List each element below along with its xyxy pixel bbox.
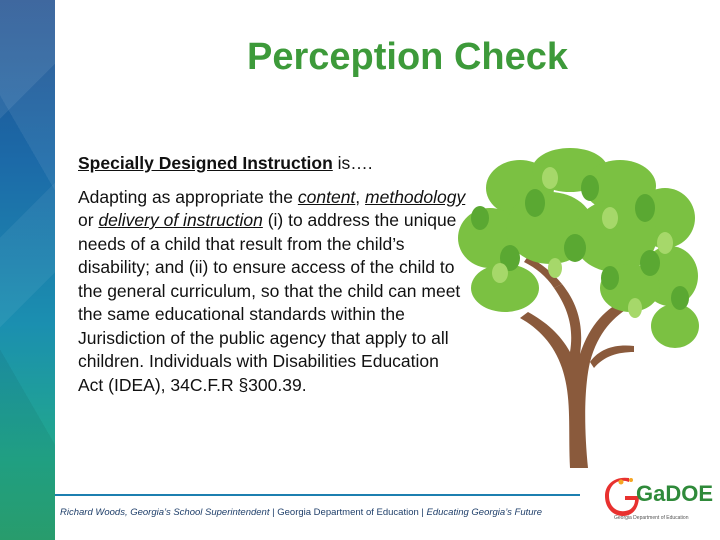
slide-title: Perception Check (247, 36, 568, 78)
logo-subtext: Georgia Department of Education (614, 515, 689, 521)
slide-body (78, 152, 468, 397)
footer-separator: | (269, 507, 278, 518)
term-methodology: methodology (365, 186, 466, 207)
para-intro: Adapting as appropriate the (78, 186, 298, 207)
footer-superintendent: Richard Woods, Georgia’s School Superintendent (60, 507, 270, 518)
heading-suffix: is…. (332, 153, 373, 173)
footer-separator: | (418, 507, 427, 518)
tree-illustration (450, 148, 705, 468)
term-content: content (297, 186, 356, 207)
decorative-sidebar (0, 0, 55, 540)
para-sep: or (78, 210, 99, 230)
footer-department: Georgia Department of Education (277, 507, 419, 518)
footer (60, 507, 542, 518)
footer-tagline: Educating Georgia’s Future (426, 507, 542, 518)
definition-paragraph (78, 186, 468, 398)
logo-text: GaDOE (636, 481, 714, 506)
footer-rule (55, 494, 580, 496)
defined-term: Specially Designed Instruction (78, 153, 333, 173)
para-rest: (i) to address the unique needs of a child that result from the child’s disability; and (ii) to ensure access of the child to the general curriculum, so that the child can meet the same educational standards within the Jurisdiction of the public agency that apply to all children. Individuals with Disabilities Education Act (IDEA), 34C.F.R §300.39. (78, 210, 461, 395)
term-delivery: delivery of instruction (98, 210, 263, 230)
para-sep: , (355, 186, 366, 207)
definition-heading (78, 152, 468, 176)
